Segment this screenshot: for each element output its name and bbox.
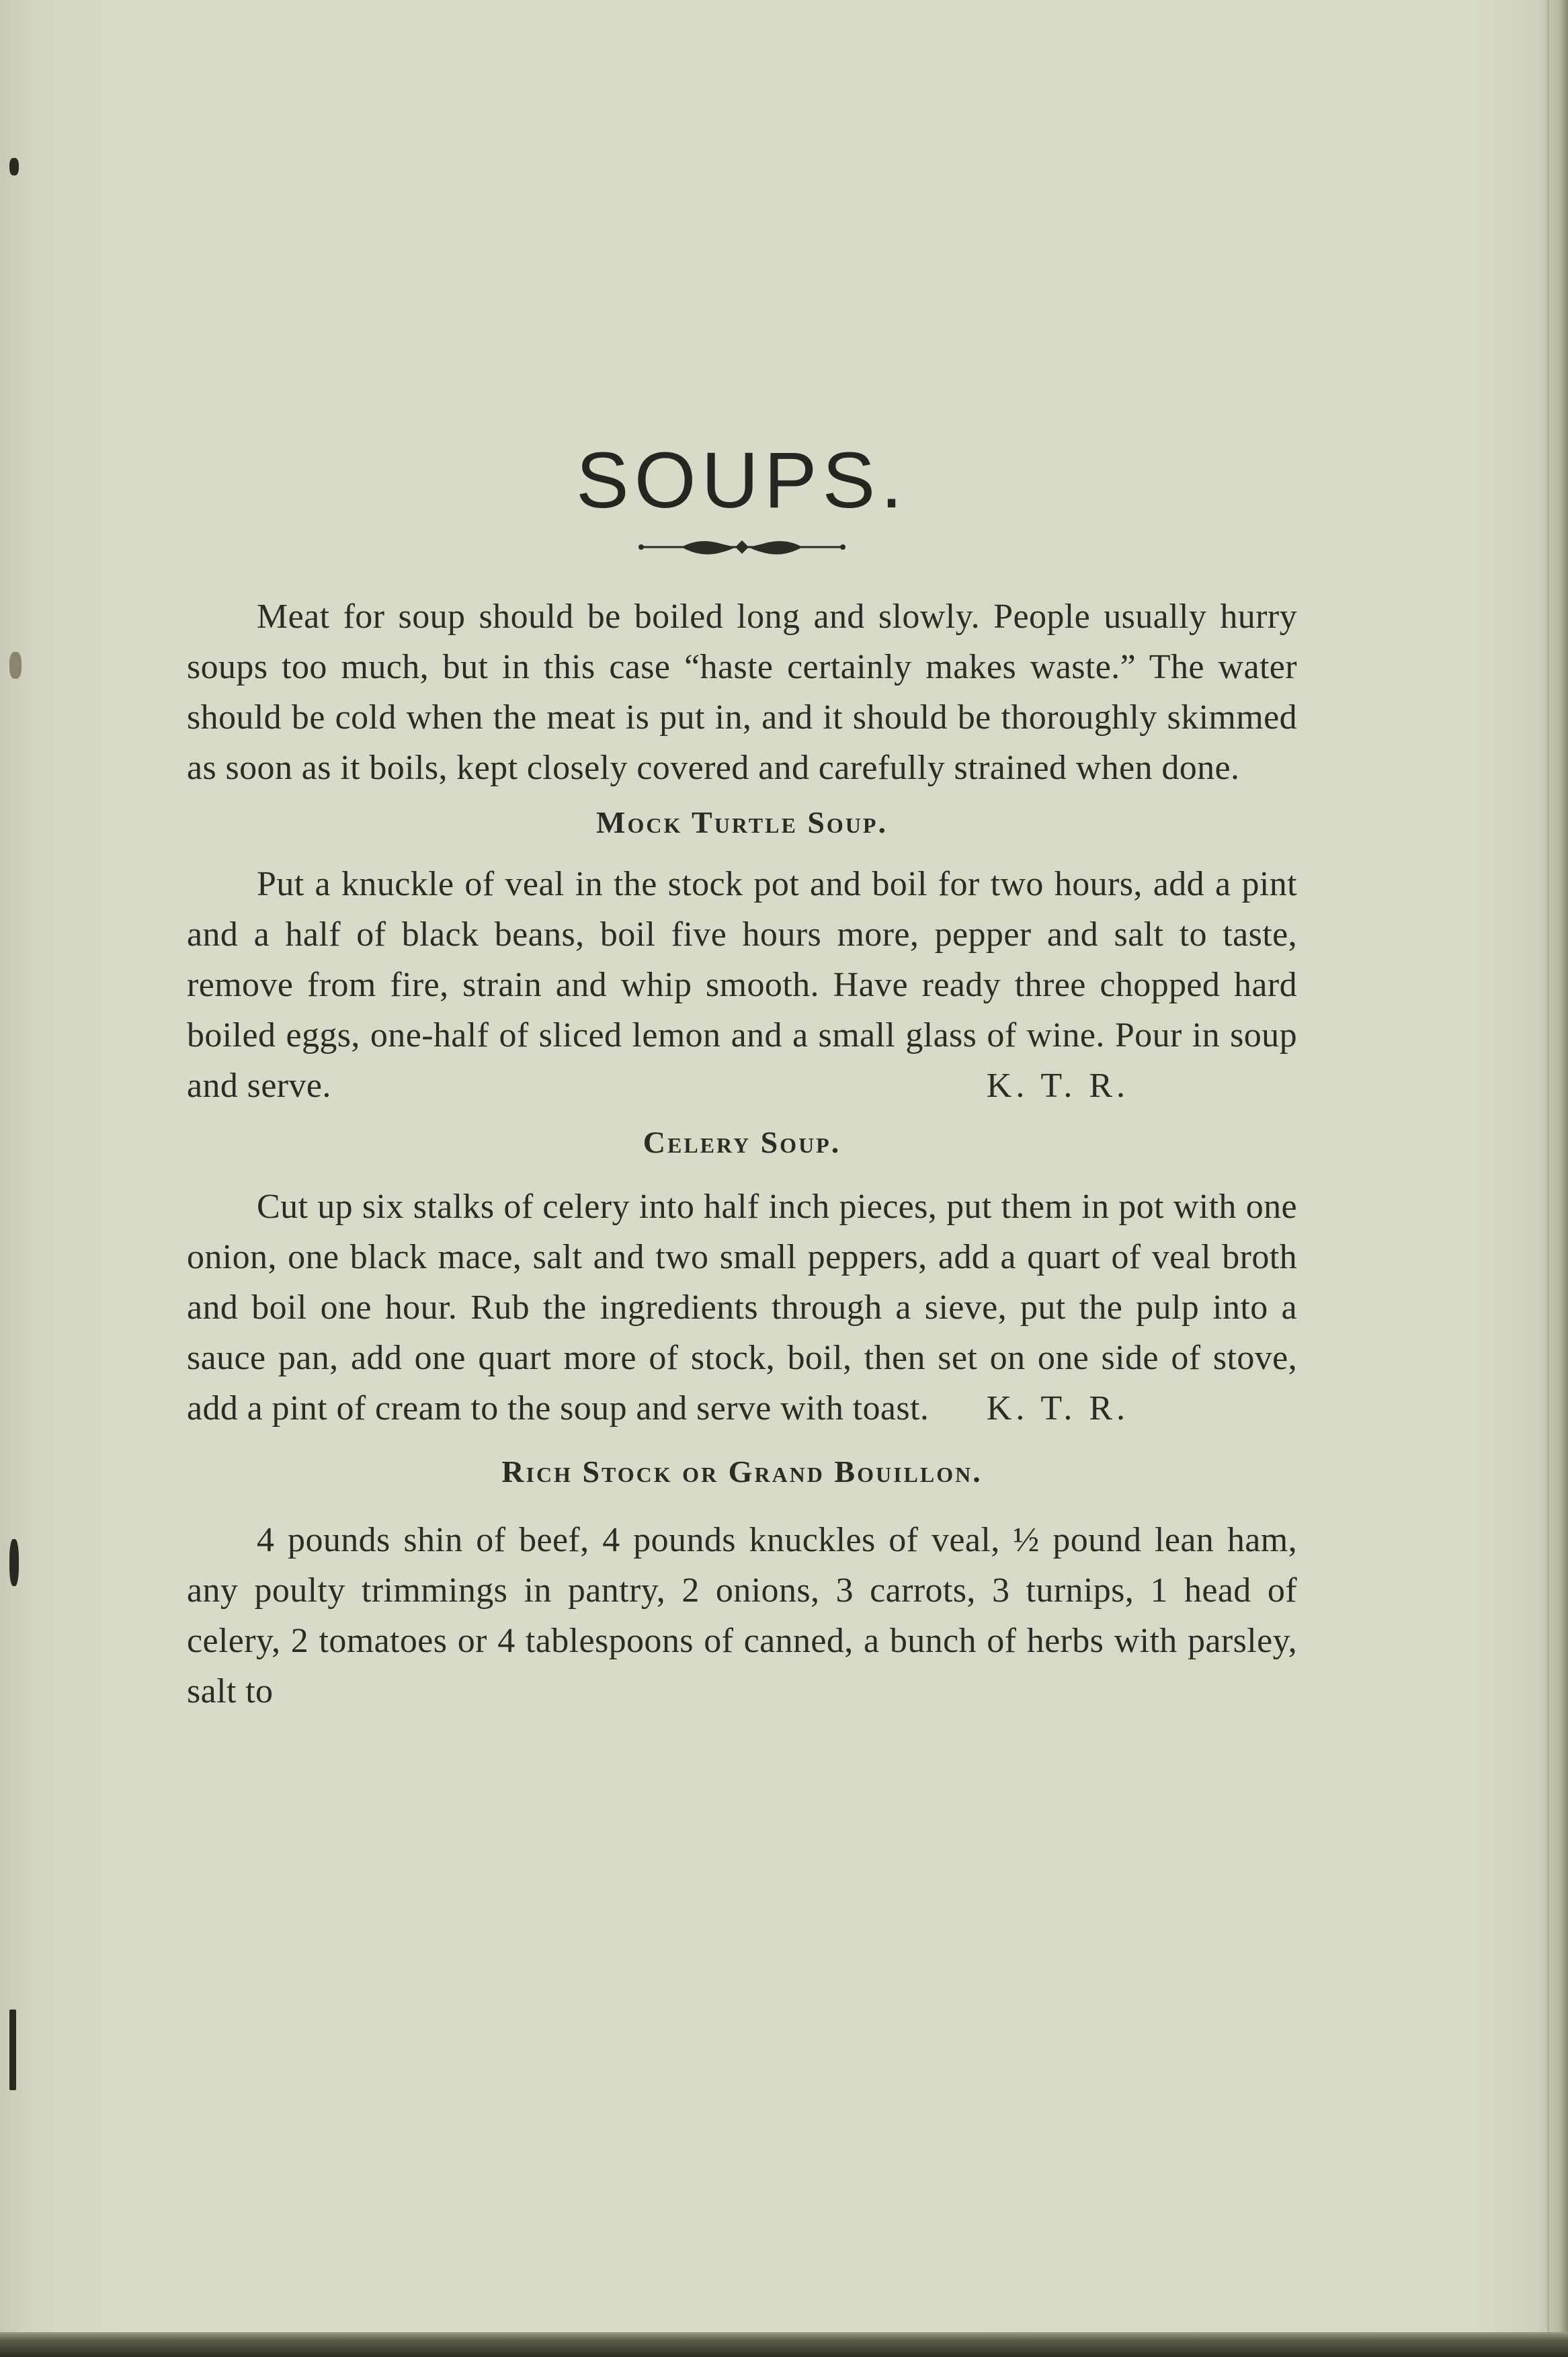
signature: K. T. R. — [986, 1067, 1129, 1105]
ornament-divider-icon — [634, 534, 850, 561]
intro-paragraph: Meat for soup should be boiled long and slowly. People usually hurry soups too much, but in this case “haste certainly makes waste.” The water should be cold when the meat is put in, and it should be thoroughly skimmed as soon as it boils, kept closely covered and carefully strained when done. — [187, 597, 1297, 787]
section-heading: Rich Stock or Grand Bouillon. — [501, 1454, 983, 1489]
page-bottom-edge — [0, 2332, 1568, 2357]
page-content — [187, 430, 1297, 1717]
binding-mark — [9, 2010, 16, 2090]
section-body: 4 pounds shin of beef, 4 pounds knuckles of veal, ½ pound lean ham, any poulty trimmings in pantry, 2 onions, 3 carrots, 3 turnips, 1 head of celery, 2 tomatoes or 4 tablespoons of canned, a bunch of herbs with parsley, salt to — [187, 1521, 1297, 1710]
page-title: SOUPS. — [576, 436, 908, 525]
section-heading: Celery Soup. — [643, 1125, 841, 1159]
signature: K. T. R. — [986, 1389, 1129, 1428]
binding-mark — [9, 158, 19, 175]
section-body: Cut up six stalks of celery into half inch pieces, put them in pot with one onion, one black mace, salt and two small peppers, add a quart of veal broth and boil one hour. Rub the ingredients through a sieve, put the pulp into a sauce pan, add one quart more of stock, boil, then set on one side of stove, add a pint of cream to the soup and serve with toast. — [187, 1188, 1297, 1428]
binding-mark — [9, 1539, 19, 1586]
page-edge-rule — [1547, 0, 1549, 2332]
binding-mark — [9, 652, 22, 679]
section-heading: Mock Turtle Soup. — [596, 805, 888, 839]
section-body: Put a knuckle of veal in the stock pot and boil for two hours, add a pint and a half of black beans, boil five hours more, pepper and salt to taste, remove from fire, strain and whip smooth. Have ready three chopped hard boiled eggs, one-half of sliced lemon and a small glass of wine. Pour in soup and serve. — [187, 865, 1297, 1105]
